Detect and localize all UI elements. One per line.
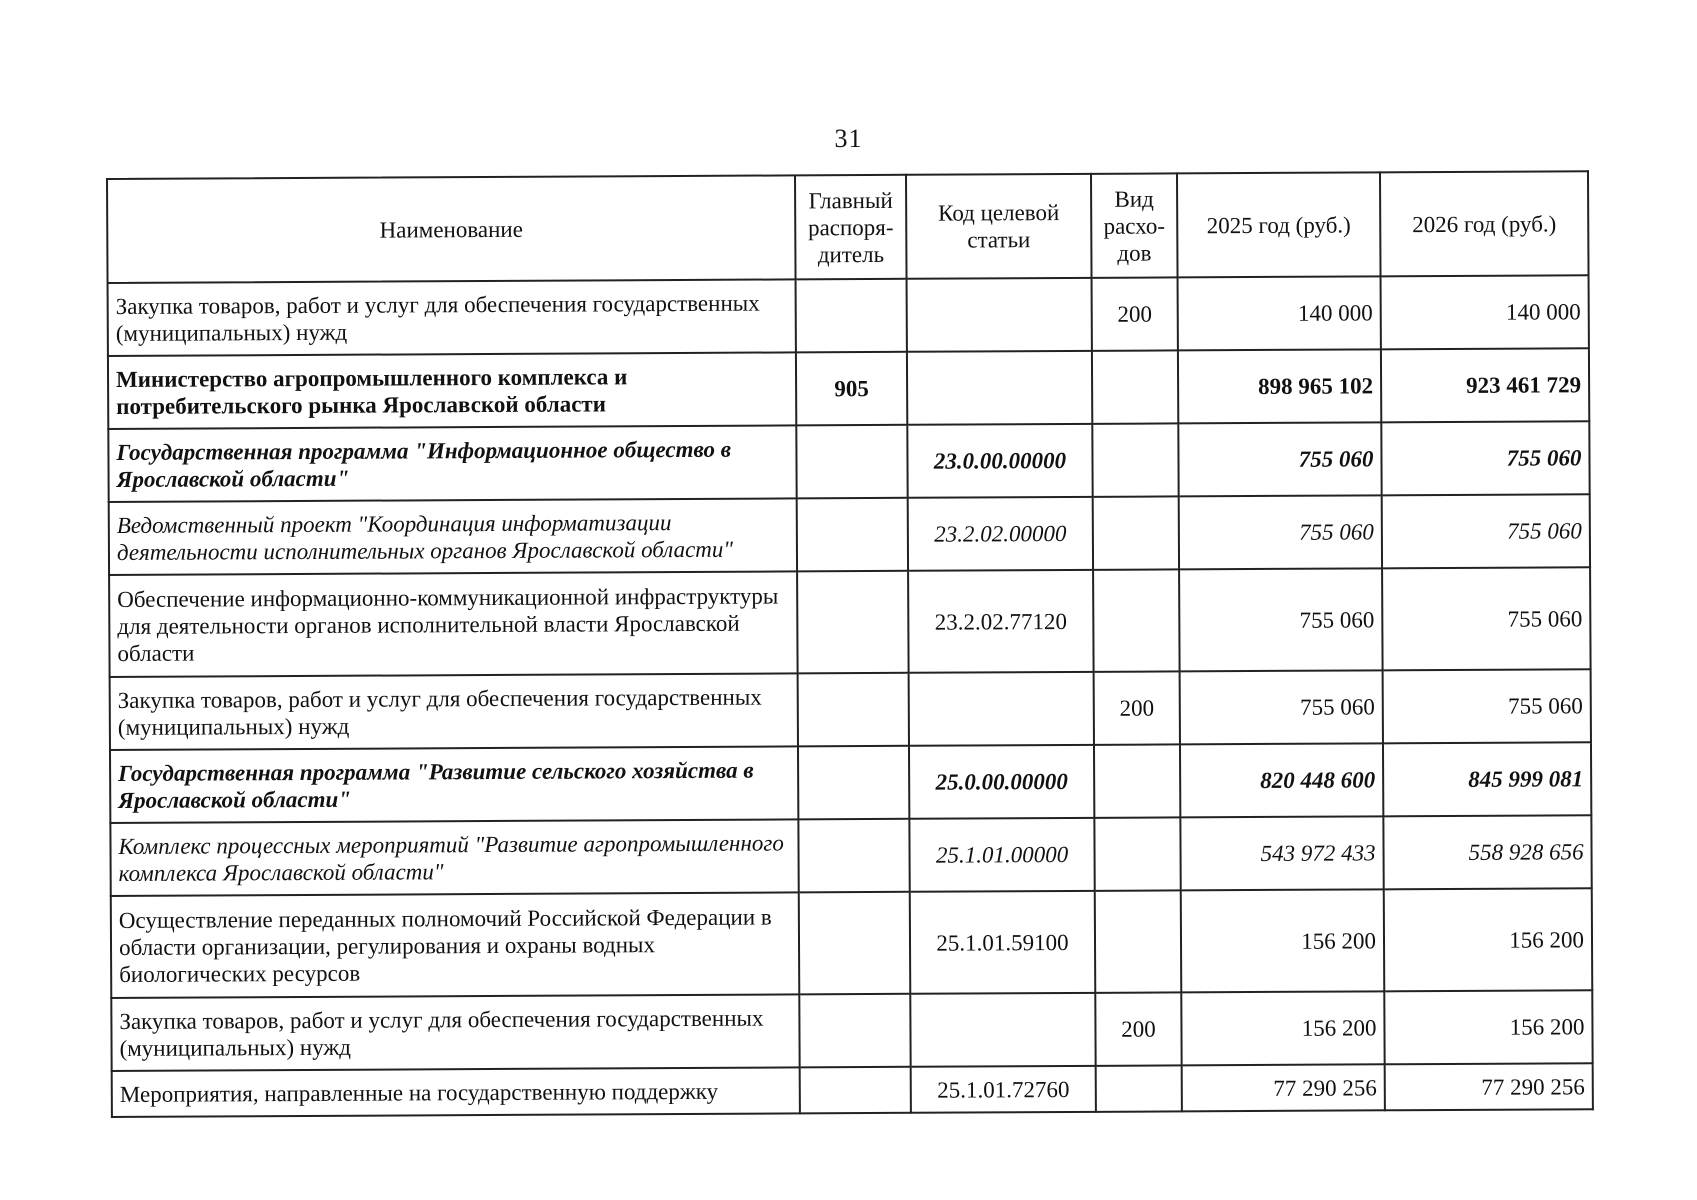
table-row <box>107 276 1590 357</box>
table-row <box>108 495 1591 576</box>
table-row <box>108 568 1592 678</box>
table-row <box>109 670 1592 751</box>
row-code: 25.1.01.72760 <box>912 1067 1097 1114</box>
row-2026: 755 060 <box>1383 568 1592 671</box>
row-2025: 755 060 <box>1180 569 1384 672</box>
row-code: 25.1.01.59100 <box>911 892 1097 995</box>
row-grbs <box>801 1068 912 1115</box>
row-grbs <box>799 674 910 748</box>
row-vid: 200 <box>1096 993 1182 1066</box>
table-row <box>109 816 1592 897</box>
row-2025: 140 000 <box>1179 277 1382 351</box>
row-code <box>908 352 1093 426</box>
row-grbs <box>799 820 910 894</box>
row-2026: 140 000 <box>1382 276 1590 350</box>
row-name: Государственная программа "Информационное общество в Ярославской области" <box>107 426 797 503</box>
row-grbs <box>799 747 910 821</box>
row-2026: 77 290 256 <box>1386 1064 1594 1111</box>
row-vid: 200 <box>1093 278 1179 351</box>
row-2026: 755 060 <box>1384 670 1592 744</box>
row-name: Государственная программа "Развитие сельского хозяйства в Ярославской области" <box>109 747 799 824</box>
row-2025: 77 290 256 <box>1183 1065 1386 1112</box>
row-name: Ведомственный проект "Координация информатизации деятельности исполнительных органов Ярославской области" <box>108 499 798 576</box>
row-2026: 755 060 <box>1382 422 1590 496</box>
row-2025: 820 448 600 <box>1181 744 1384 818</box>
row-grbs <box>800 995 911 1069</box>
table-row <box>109 743 1592 824</box>
row-2026: 558 928 656 <box>1384 816 1592 890</box>
row-code: 23.0.00.00000 <box>908 425 1093 499</box>
row-grbs <box>800 893 912 996</box>
row-code <box>911 994 1096 1068</box>
row-2025: 755 060 <box>1180 496 1383 570</box>
table-row <box>110 991 1593 1072</box>
page-number: 31 <box>834 124 863 153</box>
row-grbs <box>797 426 908 500</box>
header-name: Наименование <box>106 174 797 284</box>
row-vid <box>1095 745 1181 818</box>
row-vid <box>1095 818 1181 891</box>
row-2025: 156 200 <box>1182 890 1386 993</box>
row-name: Закупка товаров, работ и услуг для обеспечения государственных (муниципальных) нужд <box>109 674 799 751</box>
row-name: Закупка товаров, работ и услуг для обеспечения государственных (муниципальных) нужд <box>110 995 800 1072</box>
table-row <box>107 422 1590 503</box>
row-2025: 898 965 102 <box>1179 350 1382 424</box>
row-vid <box>1094 497 1180 570</box>
table-row <box>107 349 1590 430</box>
row-2026: 156 200 <box>1385 889 1594 992</box>
row-vid <box>1097 1066 1183 1112</box>
header-vid: Вид расхо-дов <box>1092 172 1179 278</box>
row-code: 23.2.02.00000 <box>909 498 1094 572</box>
row-name: Комплекс процессных мероприятий "Развитие агропромышленного комплекса Ярославской области" <box>109 820 799 897</box>
row-vid <box>1093 424 1179 497</box>
header-code: Код целевой статьи <box>907 173 1093 280</box>
row-code: 25.1.01.00000 <box>910 819 1095 893</box>
row-grbs <box>797 280 908 354</box>
row-name: Обеспечение информационно-коммуникационной инфраструктуры для деятельности органов исполнительной власти Ярославской области <box>108 572 799 678</box>
row-2025: 755 060 <box>1181 671 1384 745</box>
row-2026: 156 200 <box>1385 991 1593 1065</box>
row-vid: 200 <box>1095 672 1181 745</box>
row-code <box>908 279 1093 353</box>
row-vid <box>1094 570 1181 672</box>
row-2026: 755 060 <box>1383 495 1591 569</box>
table-header-row <box>106 170 1590 284</box>
row-grbs <box>798 499 909 573</box>
row-2025: 755 060 <box>1179 423 1382 497</box>
table-row <box>111 1064 1594 1118</box>
row-code: 25.0.00.00000 <box>910 746 1095 820</box>
row-name: Министерство агропромышленного комплекса и потребительского рынка Ярославской области <box>107 353 797 430</box>
row-code: 23.2.02.77120 <box>909 571 1095 674</box>
header-2026: 2026 год (руб.) <box>1381 170 1590 277</box>
table-row <box>110 889 1594 999</box>
row-2026: 923 461 729 <box>1382 349 1590 423</box>
row-vid <box>1093 351 1179 424</box>
budget-table <box>106 170 1594 1118</box>
row-name: Осуществление переданных полномочий Российской Федерации в области организации, регулирования и охраны водных биологических ресурсов <box>110 893 801 999</box>
row-2026: 845 999 081 <box>1384 743 1592 817</box>
row-code <box>910 673 1095 747</box>
row-grbs <box>798 572 910 675</box>
row-grbs: 905 <box>797 353 908 427</box>
row-name: Мероприятия, направленные на государственную поддержку <box>111 1068 801 1118</box>
row-2025: 156 200 <box>1182 992 1385 1066</box>
row-2025: 543 972 433 <box>1181 817 1384 891</box>
header-2025: 2025 год (руб.) <box>1178 171 1382 278</box>
row-vid <box>1096 891 1183 993</box>
header-grbs: Главный распоря-дитель <box>796 174 908 281</box>
row-name: Закупка товаров, работ и услуг для обеспечения государственных (муниципальных) нужд <box>107 280 797 357</box>
